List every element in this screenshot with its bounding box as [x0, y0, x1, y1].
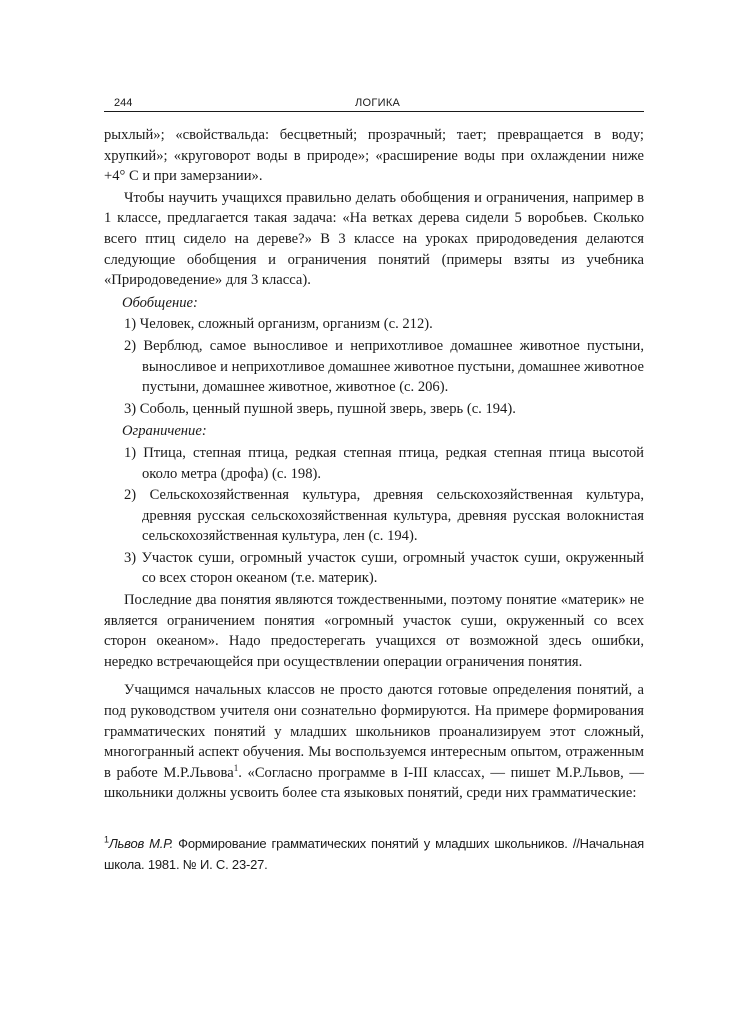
main-text — [104, 125, 644, 804]
list-item: 2) Верблюд, самое выносливое и неприхотливое домашнее животное пустыни, выносливое и неприхотливое домашнее животное пустыни, домашнее животное пустыни, домашнее животное, животное (с. 206). — [124, 337, 644, 396]
page-number: 244 — [114, 97, 133, 109]
paragraph-text-end: . «Согласно программе в I-III классах, — пишет М.Р.Львов, — школьники должны усвоить более ста языковых понятий, среди них грамматические: — [104, 764, 644, 802]
paragraph-gap — [104, 672, 644, 680]
paragraph-identity: Последние два понятия являются тождественными, поэтому понятие «материк» не является ограничением понятия «огромный участок суши, окруженный со всех сторон океаном». Надо предостерегать учащихся от возможной здесь ошибки, нередко встречающейся при осуществлении операции ограничения понятия. — [104, 592, 644, 670]
footnote-mark: 1 — [104, 834, 109, 845]
list-item: 3) Соболь, ценный пушной зверь, пушной зверь, зверь (с. 194). — [124, 400, 516, 417]
list-item: 3) Участок суши, огромный участок суши, огромный участок суши, окруженный со всех сторон океаном (т.е. материк). — [124, 549, 644, 587]
footnote — [104, 833, 644, 875]
generalization-label: Обобщение: — [122, 294, 198, 311]
paragraph-task: Чтобы научить учащихся правильно делать обобщения и ограничения, например в 1 классе, предлагается такая задача: «На ветках дерева сидели 5 воробьев. Сколько всего птиц сидело на дереве?» В 3 классе на уроках природоведения делаются следующие обобщения и ограничения понятий (примеры взяты из учебника «Природоведение» для 3 класса). — [104, 189, 644, 289]
list-item: 1) Птица, степная птица, редкая степная птица, редкая степная птица высотой около метра (дрофа) (с. 198). — [124, 444, 644, 482]
list-item: 1) Человек, сложный организм, организм (с. 212). — [124, 316, 433, 333]
list-item: 2) Сельскохозяйственная культура, древняя сельскохозяйственная культура, древняя русская сельскохозяйственная культура, древняя русская волокнистая сельскохозяйственная культура, лен (с. 194). — [124, 487, 644, 545]
footnote-text: Формирование грамматических понятий у младших школьников. //Начальная школа. 1981. № И. С. 23-27. — [104, 836, 644, 872]
restriction-label: Ограничение: — [122, 423, 207, 440]
footnote-author: Львов М.Р. — [108, 836, 174, 851]
paragraph-text: Учащимся начальных классов не просто даются готовые определения понятий, а под руководством учителя они сознательно формируются. На примере формирования грамматических понятий у младших школьников проанализируем этот сложный, многогранный аспект обучения. Мы воспользуемся интересным опытом, отраженным в работе М.Р.Львова — [104, 682, 644, 781]
footnote-reference: 1 — [233, 762, 239, 773]
running-header — [104, 97, 644, 113]
running-title: ЛОГИКА — [355, 97, 401, 109]
paragraph-grammar-concepts — [104, 680, 644, 804]
header-rule — [104, 111, 644, 112]
paragraph-continuation: рыхлый»; «свойствальда: бесцветный; прозрачный; тает; превращается в воду; хрупкий»; «круговорот воды в природе»; «расширение воды при охлаждении ниже +4° С и при замерзании». — [104, 127, 644, 185]
